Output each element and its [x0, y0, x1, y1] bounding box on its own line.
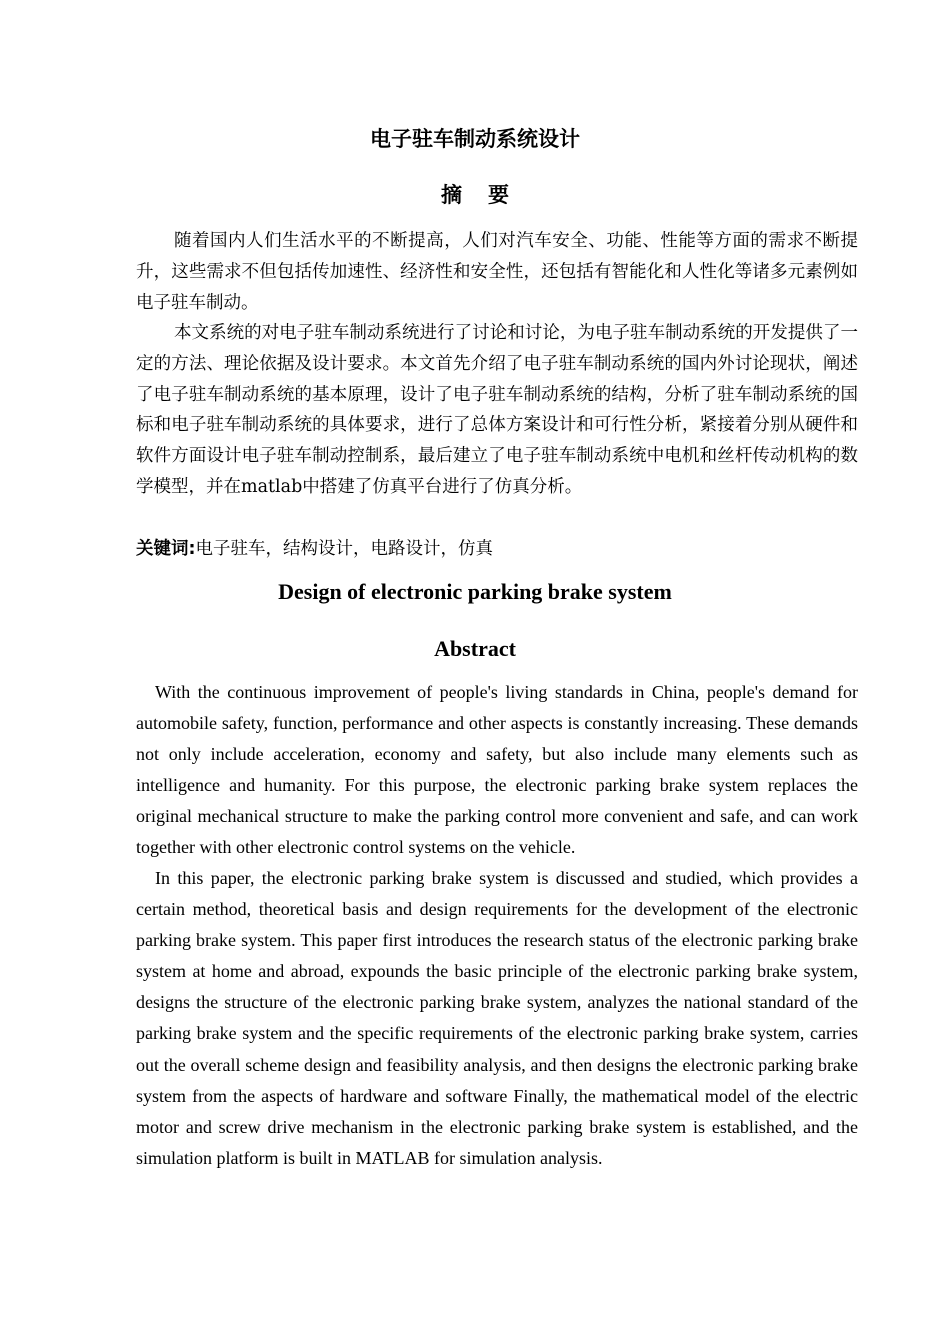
english-title: Design of electronic parking brake system	[278, 579, 672, 604]
chinese-abstract-paragraph-1: 随着国内人们生活水平的不断提高，人们对汽车安全、功能、性能等方面的需求不断提升，这些需求不但包括传加速性、经济性和安全性，还包括有智能化和人性化等诸多元素例如电子驻车制动。	[136, 231, 858, 313]
chinese-title: 电子驻车制动系统设计	[370, 127, 580, 151]
keywords-line	[136, 534, 858, 564]
chinese-abstract-paragraph-2: 本文系统的对电子驻车制动系统进行了讨论和讨论，为电子驻车制动系统的开发提供了一定的方法、理论依据及设计要求。本文首先介绍了电子驻车制动系统的国内外讨论现状，阐述了电子驻车制动系统的基本原理，设计了电子驻车制动系统的结构，分析了驻车制动系统的国标和电子驻车制动系统的具体要求，进行了总体方案设计和可行性分析，紧接着分别从硬件和软件方面设计电子驻车制动控制系，最后建立了电子驻车制动系统中电机和丝杆传动机构的数学模型，并在matlab中搭建了仿真平台进行了仿真分析。	[136, 323, 858, 497]
keywords-value: 电子驻车，结构设计，电路设计，仿真	[195, 539, 493, 559]
english-abstract-heading: Abstract	[434, 636, 516, 661]
chinese-abstract-heading: 摘要	[441, 183, 535, 207]
english-abstract-paragraph-1: With the continuous improvement of people's living standards in China, people's demand for automobile safety, function, performance and other aspects is constantly increasing. These demands not only include acceleration, economy and safety, but also include many elements such as intelligence and humanity. For this purpose, the electronic parking brake system replaces the original mechanical structure to make the parking control more convenient and safe, and can work together with other electronic control systems on the vehicle.	[136, 682, 858, 858]
keywords-label: 关键词:	[136, 539, 196, 559]
english-abstract-paragraph-2: In this paper, the electronic parking brake system is discussed and studied, which provides a certain method, theoretical basis and design requirements for the development of the electronic parking brake system. This paper first introduces the research status of the electronic parking brake system at home and abroad, expounds the basic principle of the electronic parking brake system, designs the structure of the electronic parking brake system, analyzes the national standard of the parking brake system and the specific requirements of the electronic parking brake system, carries out the overall scheme design and feasibility analysis, and then designs the electronic parking brake system from the aspects of hardware and software Finally, the mathematical model of the electric motor and screw drive mechanism in the electronic parking brake system is established, and the simulation platform is built in MATLAB for simulation analysis.	[136, 868, 858, 1168]
